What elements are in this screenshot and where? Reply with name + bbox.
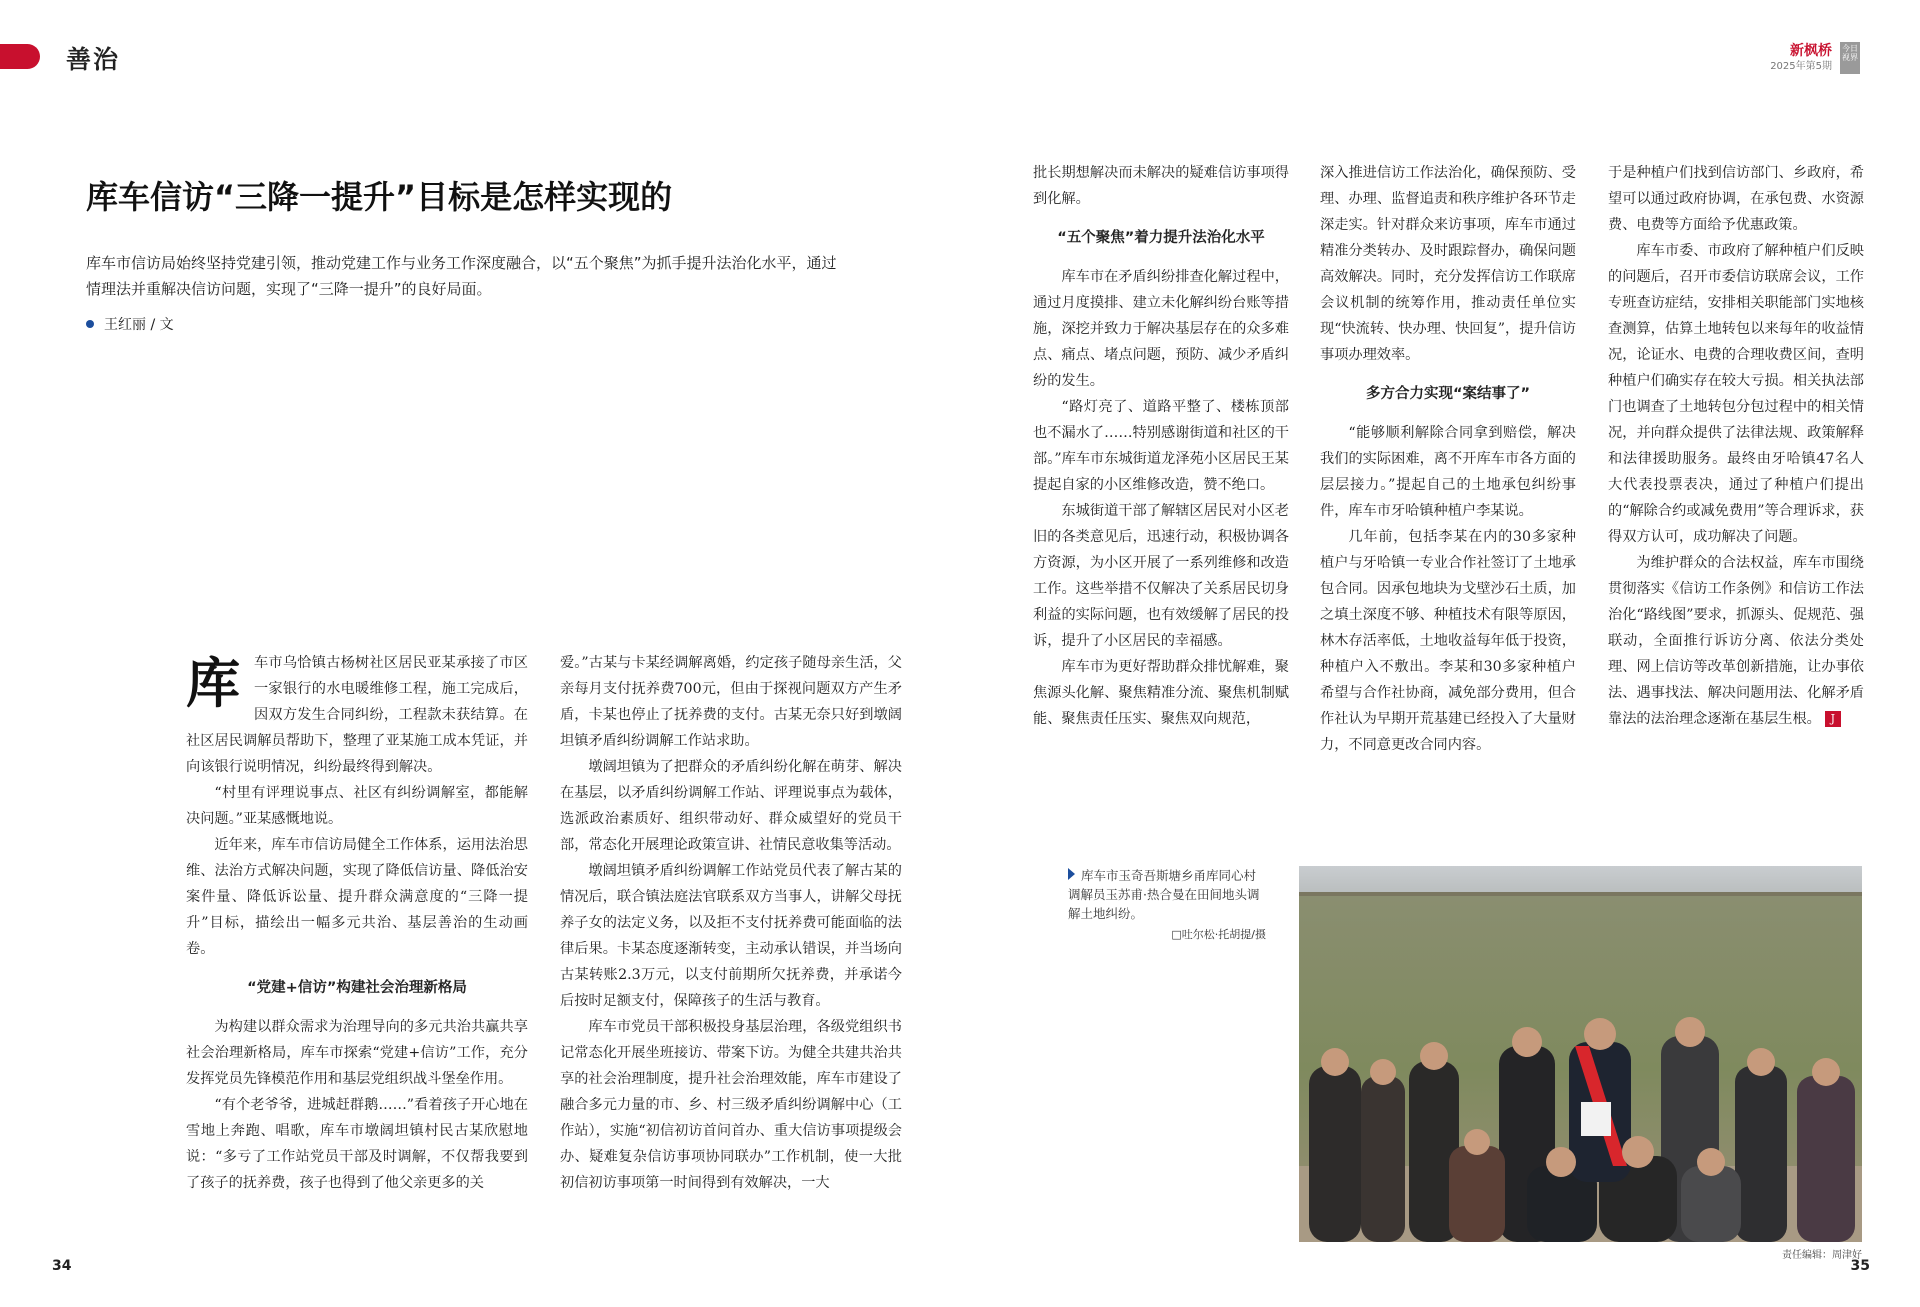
section-heading: 多方合力实现“案结事了” [1365, 386, 1531, 402]
column-badge: 今日视界 [1840, 42, 1860, 74]
article-column-5 [1608, 160, 1864, 732]
paragraph: 墩阔坦镇矛盾纠纷调解工作站党员代表了解古某的情况后，联合镇法庭法官联系双方当事人，讲解父母抚养子女的法定义务，以及拒不支付抚养费可能面临的法律后果。卡某态度逐渐转变，主动承认错误，并当场向古某转账2.3万元，以支付前期所欠抚养费，并承诺今后按时足额支付，保障孩子的生活与教育。 [560, 863, 902, 1009]
paragraph: 库车市委、市政府了解种植户们反映的问题后，召开市委信访联席会议，工作专班查访症结，安排相关职能部门实地核查测算，估算土地转包以来每年的收益情况，论证水、电费的合理收费区间，查明种植户们确实存在较大亏损。相关执法部门也调查了土地转包分包过程中的相关情况，并向群众提供了法律法规、政策解释和法律援助服务。最终由牙哈镇47名人大代表投票表决，通过了种植户们提出的“解除合约或减免费用”等合理诉求，获得双方认可，成功解决了问题。 [1608, 243, 1864, 545]
section-label: 善治 [66, 45, 121, 74]
drop-cap: 库 [186, 651, 240, 715]
paragraph: “村里有评理说事点、社区有纠纷调解室，都能解决问题。”亚某感慨地说。 [186, 785, 528, 827]
photo-caption [1068, 866, 1266, 944]
article-column-3 [1033, 160, 1289, 732]
byline [86, 314, 174, 334]
responsible-editor: 责任编辑：周津好 [1782, 1250, 1862, 1261]
caption-triangle-icon [1068, 868, 1075, 880]
photo-credit: □吐尔松·托胡提/摄 [1171, 928, 1266, 941]
paragraph: “能够顺利解除合同拿到赔偿，解决我们的实际困难，离不开库车市各方面的层层接力。”提起自己的土地承包纠纷事件，库车市牙哈镇种植户李某说。 [1320, 425, 1576, 519]
paragraph: 几年前，包括李某在内的30多家种植户与牙哈镇一专业合作社签订了土地承包合同。因承包地块为戈壁沙石土质，加之填土深度不够、种植技术有限等原因，林木存活率低，土地收益每年低于投资，种植户入不敷出。李某和30多家种植户希望与合作社协商，减免部分费用，但合作社认为早期开荒基建已经投入了大量财力，不同意更改合同内容。 [1320, 529, 1576, 753]
section-heading: “五个聚焦”着力提升法治化水平 [1057, 230, 1265, 246]
caption-text: 库车市玉奇吾斯塘乡甬库同心村调解员玉苏甫·热合曼在田间地头调解土地纠纷。 [1068, 868, 1260, 921]
photo-illustration [1299, 866, 1862, 1242]
byline-author: 王红丽 / 文 [104, 317, 174, 333]
magazine-name: 新枫桥 [1790, 43, 1832, 59]
paragraph: 库车市为更好帮助群众排忧解难，聚焦源头化解、聚焦精准分流、聚焦机制赋能、聚焦责任压实、聚焦双向规范， [1033, 659, 1289, 727]
paragraph: 近年来，库车市信访局健全工作体系，运用法治思维、法治方式解决问题，实现了降低信访量、降低治安案件量、降低诉讼量、提升群众满意度的“三降一提升”目标，描绘出一幅多元共治、基层善治的生动画卷。 [186, 837, 528, 957]
paragraph: 批长期想解决而未解决的疑难信访事项得到化解。 [1033, 165, 1289, 207]
field-mediation-photo [1299, 866, 1862, 1242]
paragraph [1608, 550, 1864, 732]
masthead [1672, 40, 1872, 78]
paragraph-text: 为维护群众的合法权益，库车市围绕贯彻落实《信访工作条例》和信访工作法治化“路线图”要求，抓源头、促规范、强联动，全面推行诉访分离、依法分类处理、网上信访等改革创新措施，让办事依法、遇事找法、解决问题用法、化解矛盾靠法的法治理念逐渐在基层生根。 [1608, 555, 1864, 727]
byline-bullet-icon [86, 320, 94, 328]
article-column-1 [186, 650, 528, 1196]
page-number-right: 35 [1850, 1258, 1870, 1274]
end-mark-icon: J [1825, 711, 1841, 727]
article-column-4 [1320, 160, 1576, 758]
article-title: 库车信访“三降一提升”目标是怎样实现的 [86, 178, 673, 216]
article-column-2 [560, 650, 902, 1196]
section-tab-marker [0, 44, 40, 69]
paragraph: 深入推进信访工作法治化，确保预防、受理、办理、监督追责和秩序维护各环节走深走实。针对群众来访事项，库车市通过精准分类转办、及时跟踪督办，确保问题高效解决。同时，充分发挥信访工作联席会议机制的统筹作用，推动责任单位实现“快流转、快办理、快回复”，提升信访事项办理效率。 [1320, 165, 1576, 363]
paragraph: 库车市在矛盾纠纷排查化解过程中，通过月度摸排、建立未化解纠纷台账等措施，深挖并致力于解决基层存在的众多难点、痛点、堵点问题，预防、减少矛盾纠纷的发生。 [1033, 269, 1289, 389]
paragraph: “有个老爷爷，进城赶群鹅……”看着孩子开心地在雪地上奔跑、唱歌，库车市墩阔坦镇村民古某欣慰地说：“多亏了工作站党员干部及时调解，不仅帮我要到了孩子的抚养费，孩子也得到了他父亲更多的关 [186, 1097, 528, 1191]
paragraph: 墩阔坦镇为了把群众的矛盾纠纷化解在萌芽、解决在基层，以矛盾纠纷调解工作站、评理说事点为载体，选派政治素质好、组织带动好、群众威望好的党员干部，常态化开展理论政策宣讲、社情民意收集等活动。 [560, 759, 902, 853]
paragraph: 于是种植户们找到信访部门、乡政府，希望可以通过政府协调，在承包费、水资源费、电费等方面给予优惠政策。 [1608, 165, 1864, 233]
paragraph: 爱。”古某与卡某经调解离婚，约定孩子随母亲生活，父亲每月支付抚养费700元，但由于探视问题双方产生矛盾，卡某也停止了抚养费的支付。古某无奈只好到墩阔坦镇矛盾纠纷调解工作站求助。 [560, 655, 902, 749]
section-heading: “党建+信访”构建社会治理新格局 [247, 980, 467, 996]
paragraph: 为构建以群众需求为治理导向的多元共治共赢共享社会治理新格局，库车市探索“党建+信访”工作，充分发挥党员先锋模范作用和基层党组织战斗堡垒作用。 [186, 1019, 528, 1087]
article-intro: 库车市信访局始终坚持党建引领，推动党建工作与业务工作深度融合，以“五个聚焦”为抓手提升法治化水平，通过情理法并重解决信访问题，实现了“三降一提升”的良好局面。 [86, 254, 837, 298]
page-number-left: 34 [52, 1258, 72, 1274]
paragraph: 东城街道干部了解辖区居民对小区老旧的各类意见后，迅速行动，积极协调各方资源，为小区开展了一系列维修和改造工作。这些举措不仅解决了关系居民切身利益的实际问题，也有效缓解了居民的投诉，提升了小区居民的幸福感。 [1033, 503, 1289, 649]
issue-number: 2025年第5期 [1770, 61, 1832, 72]
paragraph: 车市乌恰镇古杨树社区居民亚某承接了市区一家银行的水电暖维修工程，施工完成后，因双方发生合同纠纷，工程款未获结算。在社区居民调解员帮助下，整理了亚某施工成本凭证，并向该银行说明情况，纠纷最终得到解决。 [186, 655, 528, 775]
paragraph: “路灯亮了、道路平整了、楼栋顶部也不漏水了……特别感谢街道和社区的干部。”库车市东城街道龙泽苑小区居民王某提起自家的小区维修改造，赞不绝口。 [1033, 399, 1289, 493]
paragraph: 库车市党员干部积极投身基层治理，各级党组织书记常态化开展坐班接访、带案下访。为健全共建共治共享的社会治理制度，提升社会治理效能，库车市建设了融合多元力量的市、乡、村三级矛盾纠纷调解中心（工作站），实施“初信初访首问首办、重大信访事项提级会办、疑难复杂信访事项协同联办”工作机制，使一大批初信初访事项第一时间得到有效解决，一大 [560, 1019, 902, 1191]
